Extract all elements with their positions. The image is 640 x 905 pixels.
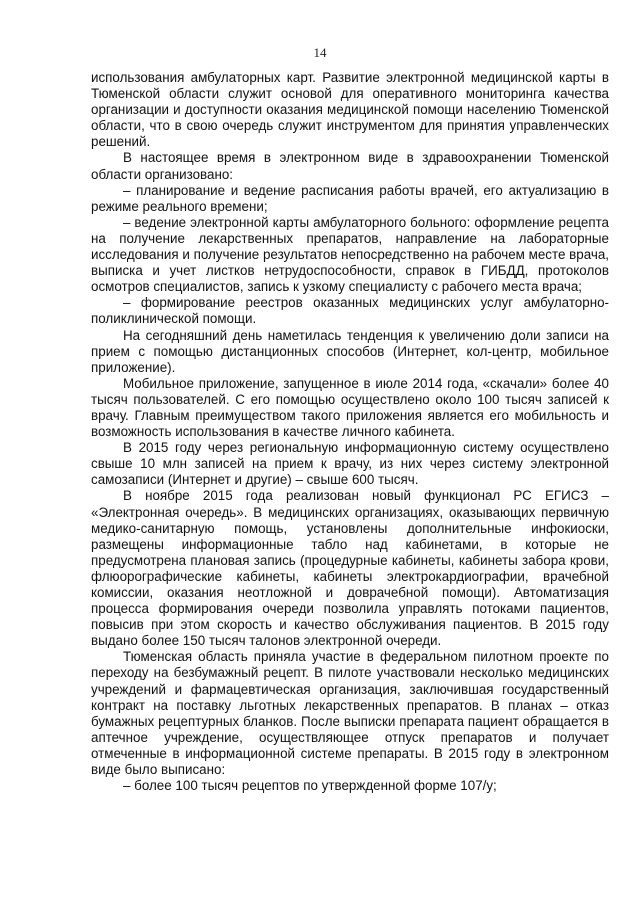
list-item: – ведение электронной карты амбулаторного больного: оформление рецепта на получение лекарственных препаратов, направление на лабораторные исследования и получение результатов непосредственно на рабочем месте врача, выписка и учет листков нетрудоспособности, справок в ГИБДД, протоколов осмотров специалистов, запись к узкому специалисту с рабочего места врача; <box>91 214 609 295</box>
paragraph: Тюменская область приняла участие в федеральном пилотном проекте по переходу на безбумажный рецепт. В пилоте участвовали несколько медицинских учреждений и фармацевтическая организация, заключившая государственный контракт на поставку льготных лекарственных препаратов. В планах – отказ бумажных рецептурных бланков. После выписки препарата пациент обращается в аптечное учреждение, осуществляющее отпуск препаратов и получает отмеченные в информационной системе препараты. В 2015 году в электронном виде было выписано: <box>91 649 609 778</box>
paragraph: использования амбулаторных карт. Развитие электронной медицинской карты в Тюменской области служит основой для оперативного мониторинга качества организации и доступности оказания медицинской помощи населению Тюменской области, что в свою очередь служит инструментом для принятия управленческих решений. <box>91 70 609 150</box>
paragraph: На сегодняшний день наметилась тенденция к увеличению доли записи на прием с помощью дистанционных способов (Интернет, кол-центр, мобильное приложение). <box>91 327 609 375</box>
list-item: – формирование реестров оказанных медицинских услуг амбулаторно-поликлинической помощи. <box>91 295 609 327</box>
paragraph: В 2015 году через региональную информационную систему осуществлено свыше 10 млн записей на прием к врачу, из них через систему электронной самозаписи (Интернет и другие) – свыше 600 тысяч. <box>91 440 609 488</box>
document-body <box>91 70 609 794</box>
paragraph: В настоящее время в электронном виде в здравоохранении Тюменской области организовано: <box>91 150 609 182</box>
paragraph: Мобильное приложение, запущенное в июле 2014 года, «скачали» более 40 тысяч пользователей. С его помощью осуществлено около 100 тысяч записей к врачу. Главным преимуществом такого приложения является его мобильность и возможность использования в качестве личного кабинета. <box>91 375 609 440</box>
list-item: – планирование и ведение расписания работы врачей, его актуализацию в режиме реального времени; <box>91 182 609 214</box>
list-item: – более 100 тысяч рецептов по утвержденной форме 107/у; <box>123 778 497 794</box>
page-number: 14 <box>313 45 327 60</box>
paragraph: В ноябре 2015 года реализован новый функционал РС ЕГИСЗ – «Электронная очередь». В медицинских организациях, оказывающих первичную медико-санитарную помощь, установлены дополнительные инфокиоски, размещены информационные табло над кабинетами, в которые не предусмотрена плановая запись (процедурные кабинеты, кабинеты забора крови, флюорографические кабинеты, кабинеты электрокардиографии, врачебной комиссии, оказания неотложной и доврачебной помощи). Автоматизация процесса формирования очереди позволила управлять потоками пациентов, повысив при этом скорость и качество обслуживания пациентов. В 2015 году выдано более 150 тысяч талонов электронной очереди. <box>91 488 609 649</box>
